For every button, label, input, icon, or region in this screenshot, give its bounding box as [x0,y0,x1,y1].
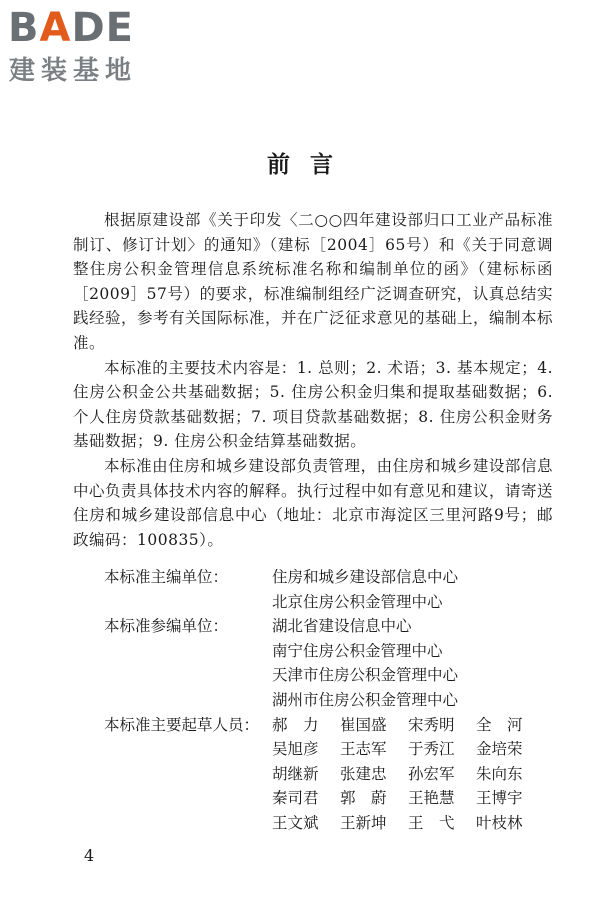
page-number: 4 [84,846,95,865]
drafter-name: 胡继新 [272,764,319,783]
drafters-row [104,713,564,836]
drafter-name: 金培荣 [476,740,523,759]
credits-section [104,565,564,836]
drafter-name: 王新坤 [340,813,387,832]
drafter-name: 全 河 [476,715,523,734]
participating-unit: 天津市住房公积金管理中心 [272,666,459,685]
participating-units-label: 本标准参编单位： [104,617,229,636]
drafter-name: 郝 力 [272,715,319,734]
participating-units-row [104,663,564,688]
drafter-name: 宋秀明 [408,715,455,734]
participating-units-row [104,688,564,713]
paragraph: 本标准的主要技术内容是：1. 总则；2. 术语；3. 基本规定；4. 住房公积金公共基础数据；5. 住房公积金归集和提取基础数据；6. 个人住房贷款基础数据；7. 项目贷款基础数据；8. 住房公积金财务基础数据；9. 住房公积金结算基础数据。 [73,358,553,451]
drafter-name: 朱向东 [476,764,523,783]
drafter-name: 崔国盛 [340,715,387,734]
drafter-name: 张建忠 [340,764,387,783]
participating-unit: 湖州市住房公积金管理中心 [272,690,459,709]
drafter-name: 郭 蔚 [340,789,387,808]
drafter-name: 秦司君 [272,789,319,808]
drafter-name: 王艳慧 [408,789,455,808]
participating-unit: 湖北省建设信息中心 [272,617,412,636]
participating-unit: 南宁住房公积金管理中心 [272,641,443,660]
chief-unit: 北京住房公积金管理中心 [272,592,443,611]
drafter-name: 于秀江 [408,740,455,759]
chief-units-label: 本标准主编单位： [104,568,229,586]
logo-subtitle: 建装基地 [9,56,138,86]
preface-body [73,208,553,552]
drafter-name: 叶枝林 [476,813,523,832]
drafter-name: 吴旭彦 [272,740,319,759]
drafter-name: 王博宇 [476,789,523,808]
paragraph: 根据原建设部《关于印发〈二○○四年建设部归口工业产品标准制订、修订计划〉的通知》（建标［2004］65号）和《关于同意调整住房公积金管理信息系统标准名称和编制单位的函》（建标标函［2009］57号）的要求，标准编制组经广泛调查研究，认真总结实践经验，参考有关国际标准，并在广泛征求意见的基础上，编制本标准。 [73,211,554,352]
paragraph: 本标准由住房和城乡建设部负责管理，由住房和城乡建设部信息中心负责具体技术内容的解释。执行过程中如有意见和建议，请寄送住房和城乡建设部信息中心（地址：北京市海淀区三里河路9号；邮政编码：100835）。 [73,456,554,549]
drafter-name: 王志军 [340,740,387,759]
participating-units-row [104,639,564,664]
page-title: 前言 [267,152,353,178]
logo-wordmark: BADE [8,5,134,51]
chief-units-row [104,590,564,615]
chief-units-row [104,565,564,590]
drafters-names [272,713,544,836]
participating-units-row [104,614,564,639]
drafter-name: 孙宏军 [408,764,455,783]
chief-unit: 住房和城乡建设部信息中心 [272,568,459,586]
drafter-name: 王 弋 [408,813,455,832]
drafter-name: 王文斌 [272,813,319,832]
bade-logo [8,6,178,92]
drafters-label: 本标准主要起草人员： [104,715,260,734]
